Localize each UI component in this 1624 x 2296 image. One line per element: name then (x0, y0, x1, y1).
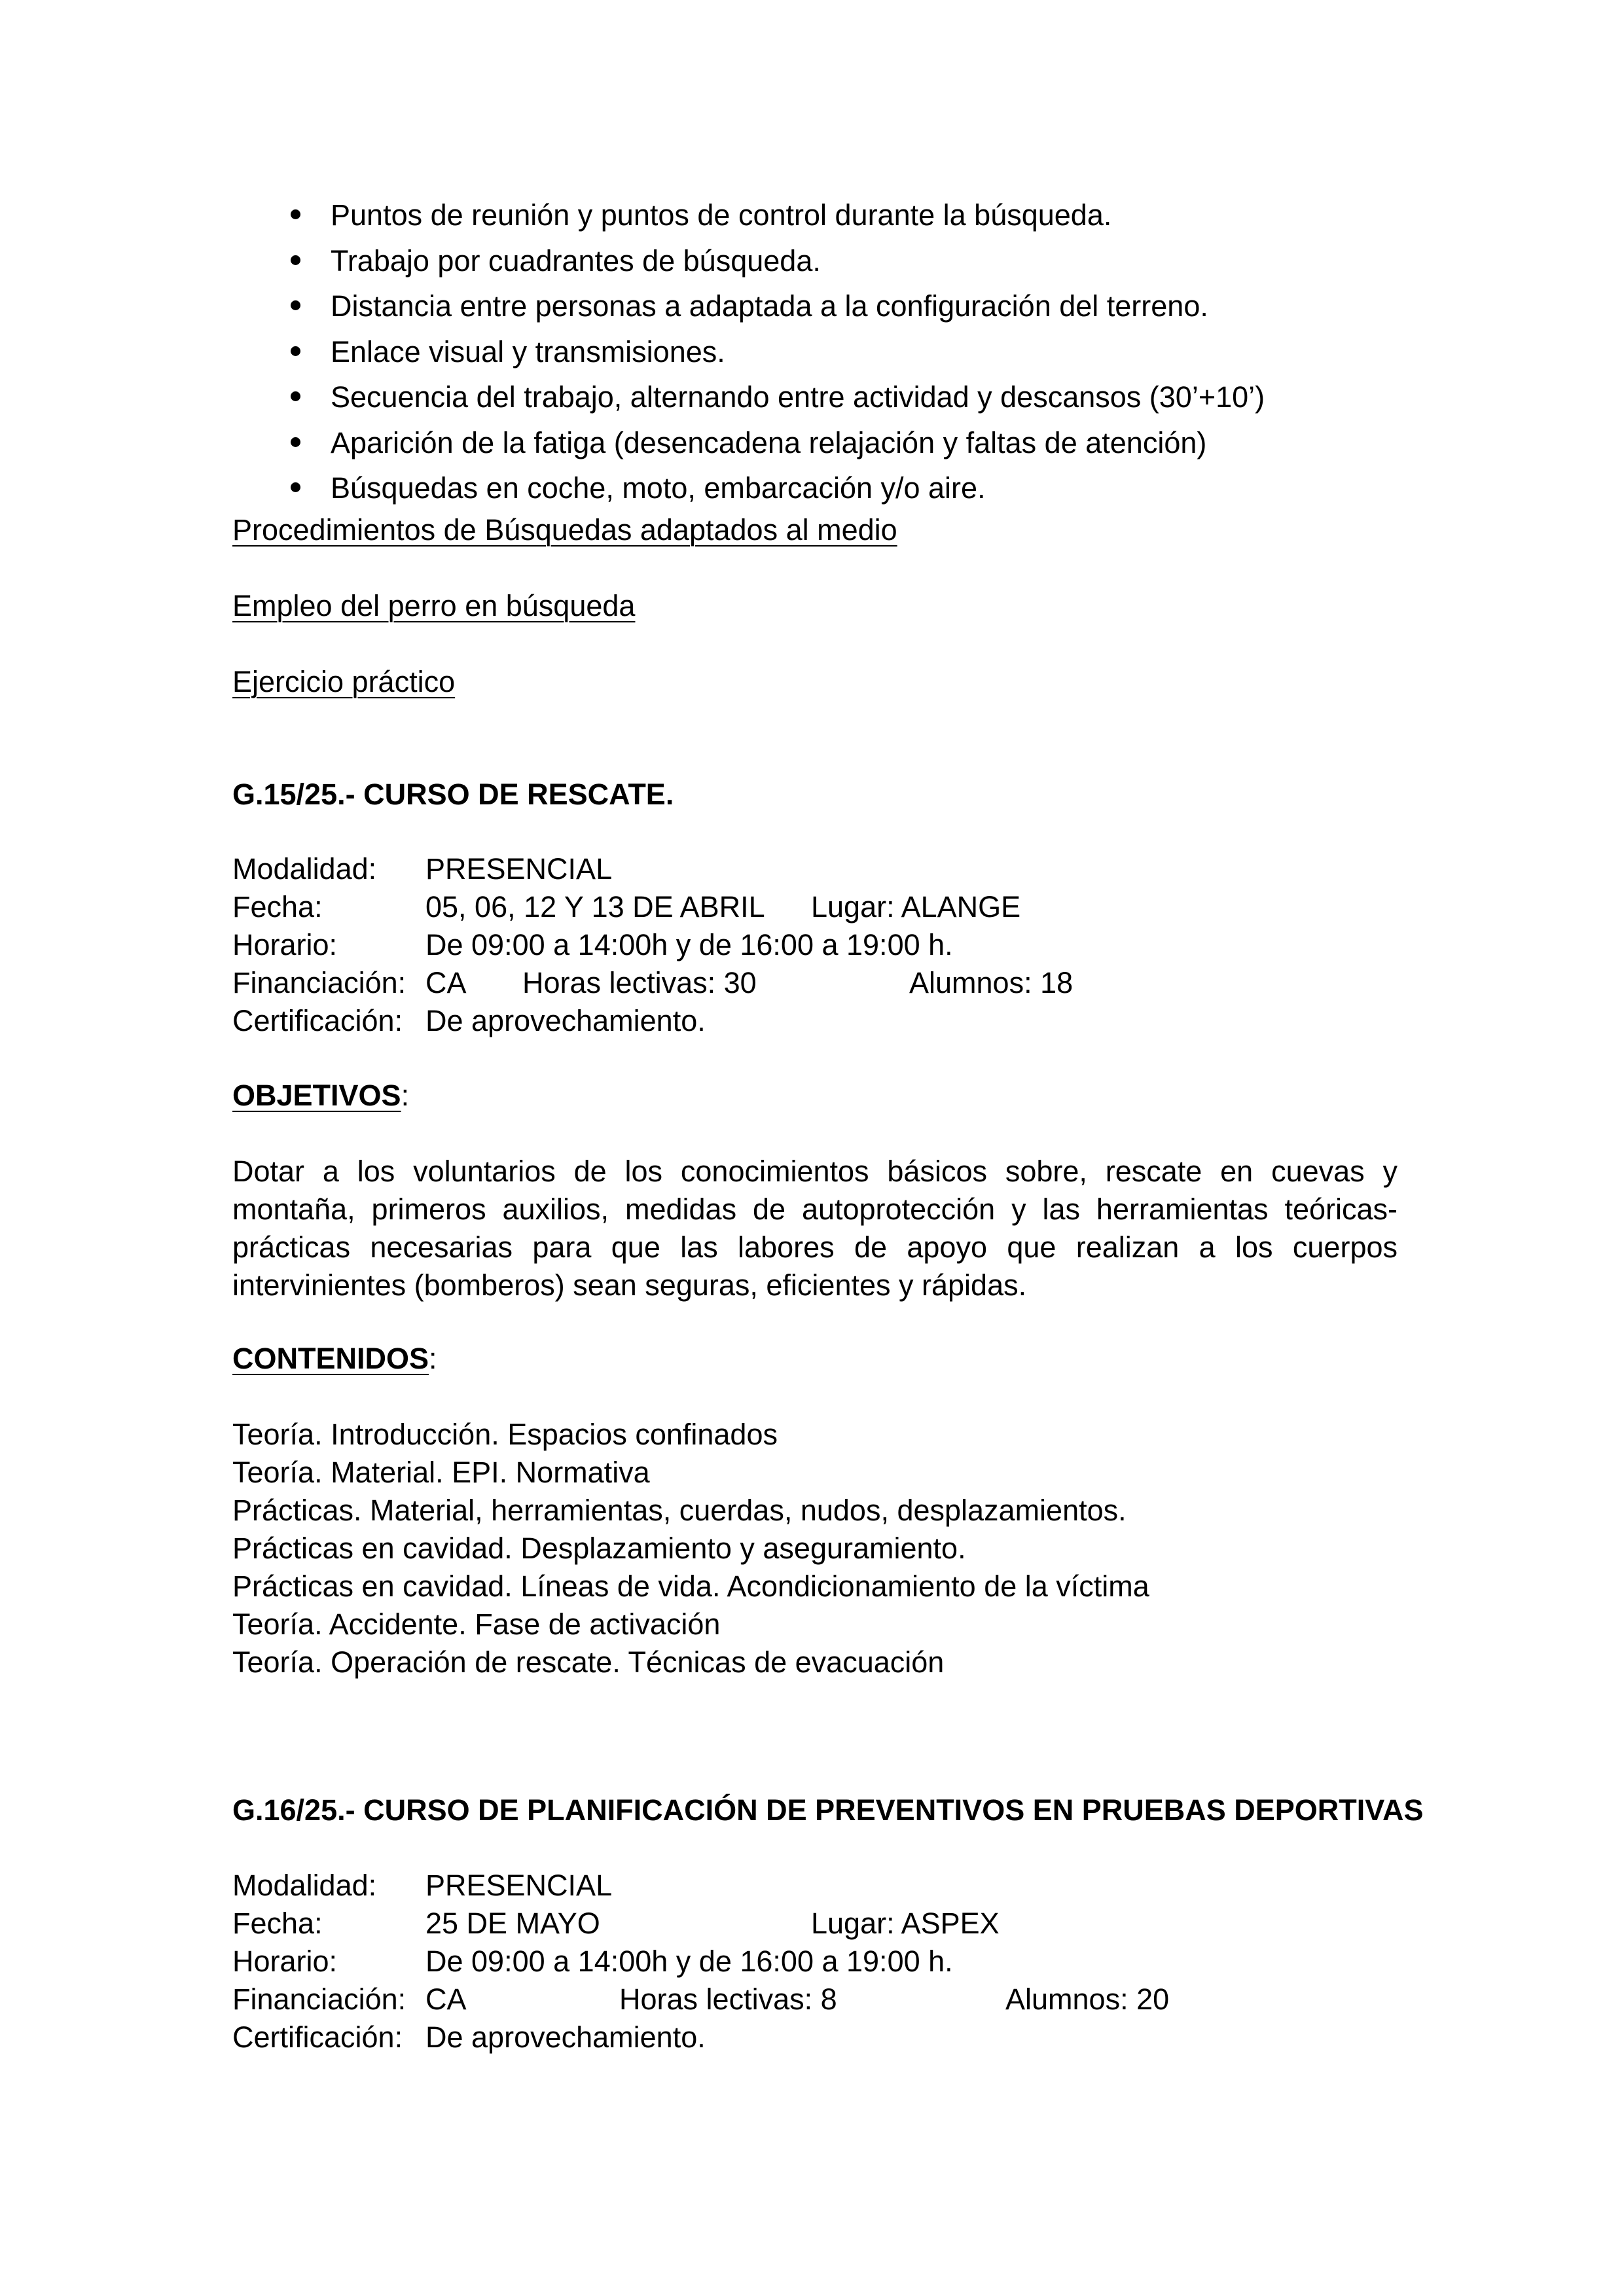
bullet-item: Puntos de reunión y puntos de control durante la búsqueda. (281, 195, 1265, 241)
subsection-empleo-perro: Empleo del perro en búsqueda (232, 589, 636, 622)
certificacion-label: Certificación: (232, 2020, 403, 2054)
certificacion-label: Certificación: (232, 1004, 403, 1037)
bullet-item: Distancia entre personas a adaptada a la configuración del terreno. (281, 286, 1265, 332)
contenido-item: Prácticas. Material, herramientas, cuerdas, nudos, desplazamientos. (232, 1494, 1127, 1527)
modalidad-label: Modalidad: (232, 1869, 377, 1902)
horas-lectivas: Horas lectivas: 8 (619, 1982, 837, 2016)
bullet-item: Trabajo por cuadrantes de búsqueda. (281, 241, 1265, 287)
contenido-item: Prácticas en cavidad. Desplazamiento y aseguramiento. (232, 1532, 966, 1565)
modalidad-label: Modalidad: (232, 852, 377, 886)
horario-label: Horario: (232, 1945, 338, 1978)
bullet-dot-icon (291, 209, 300, 219)
horario-value: De 09:00 a 14:00h y de 16:00 a 19:00 h. (425, 928, 953, 961)
contenido-item: Prácticas en cavidad. Líneas de vida. Acondicionamiento de la víctima (232, 1570, 1149, 1603)
fecha-label: Fecha: (232, 890, 323, 924)
bullet-dot-icon (291, 437, 300, 447)
contenido-item: Teoría. Accidente. Fase de activación (232, 1607, 721, 1641)
bullet-dot-icon (291, 300, 300, 310)
certificacion-value: De aprovechamiento. (425, 1004, 706, 1037)
fecha-value: 25 DE MAYO (425, 1907, 600, 1940)
course-title-rescate: G.15/25.- CURSO DE RESCATE. (232, 778, 674, 811)
lugar-value: Lugar: ALANGE (811, 890, 1021, 924)
bullet-item: Aparición de la fatiga (desencadena relajación y faltas de atención) (281, 423, 1265, 469)
objetivos-paragraph: Dotar a los voluntarios de los conocimientos básicos sobre, rescate en cuevas y montaña, primeros auxilios, medidas de autoprotección y las herramientas teóricas-prácticas necesarias para que las labores de apoyo que realizan a los cuerpos intervinientes (bomberos) sean seguras, eficientes y rápidas. (232, 1155, 1398, 1302)
subsection-ejercicio-practico: Ejercicio práctico (232, 665, 456, 698)
contenidos-list (232, 1416, 1149, 1681)
course-title-preventivos: G.16/25.- CURSO DE PLANIFICACIÓN DE PREVENTIVOS EN PRUEBAS DEPORTIVAS (232, 1793, 1424, 1827)
lugar-value: Lugar: ASPEX (811, 1907, 1000, 1940)
bullet-dot-icon (291, 255, 300, 265)
horario-value: De 09:00 a 14:00h y de 16:00 a 19:00 h. (425, 1945, 953, 1978)
financiacion-label: Financiación: (232, 1982, 406, 2016)
bullet-item: Secuencia del trabajo, alternando entre actividad y descansos (30’+10’) (281, 377, 1265, 423)
alumnos-count: Alumnos: 20 (1005, 1982, 1170, 2016)
certificacion-value: De aprovechamiento. (425, 2020, 706, 2054)
horario-label: Horario: (232, 928, 338, 961)
search-procedure-bullet-list (281, 195, 1265, 514)
bullet-dot-icon (291, 391, 300, 401)
modalidad-value: PRESENCIAL (425, 852, 613, 886)
objetivos-heading: OBJETIVOS: (232, 1079, 410, 1112)
subsection-procedimientos: Procedimientos de Búsquedas adaptados al medio (232, 513, 897, 547)
bullet-dot-icon (291, 482, 300, 492)
bullet-dot-icon (291, 346, 300, 356)
bullet-item: Búsquedas en coche, moto, embarcación y/o aire. (281, 468, 1265, 514)
financiacion-value: CA (425, 1982, 467, 2016)
fecha-label: Fecha: (232, 1907, 323, 1940)
contenido-item: Teoría. Material. EPI. Normativa (232, 1456, 650, 1489)
alumnos-count: Alumnos: 18 (909, 966, 1074, 999)
fecha-value: 05, 06, 12 Y 13 DE ABRIL (425, 890, 765, 924)
contenido-item: Teoría. Introducción. Espacios confinados (232, 1418, 778, 1451)
bullet-item: Enlace visual y transmisiones. (281, 332, 1265, 378)
financiacion-value: CA (425, 966, 467, 999)
contenido-item: Teoría. Operación de rescate. Técnicas de evacuación (232, 1645, 945, 1679)
modalidad-value: PRESENCIAL (425, 1869, 613, 1902)
financiacion-label: Financiación: (232, 966, 406, 999)
horas-lectivas: Horas lectivas: 30 (522, 966, 757, 999)
contenidos-heading: CONTENIDOS: (232, 1342, 437, 1375)
